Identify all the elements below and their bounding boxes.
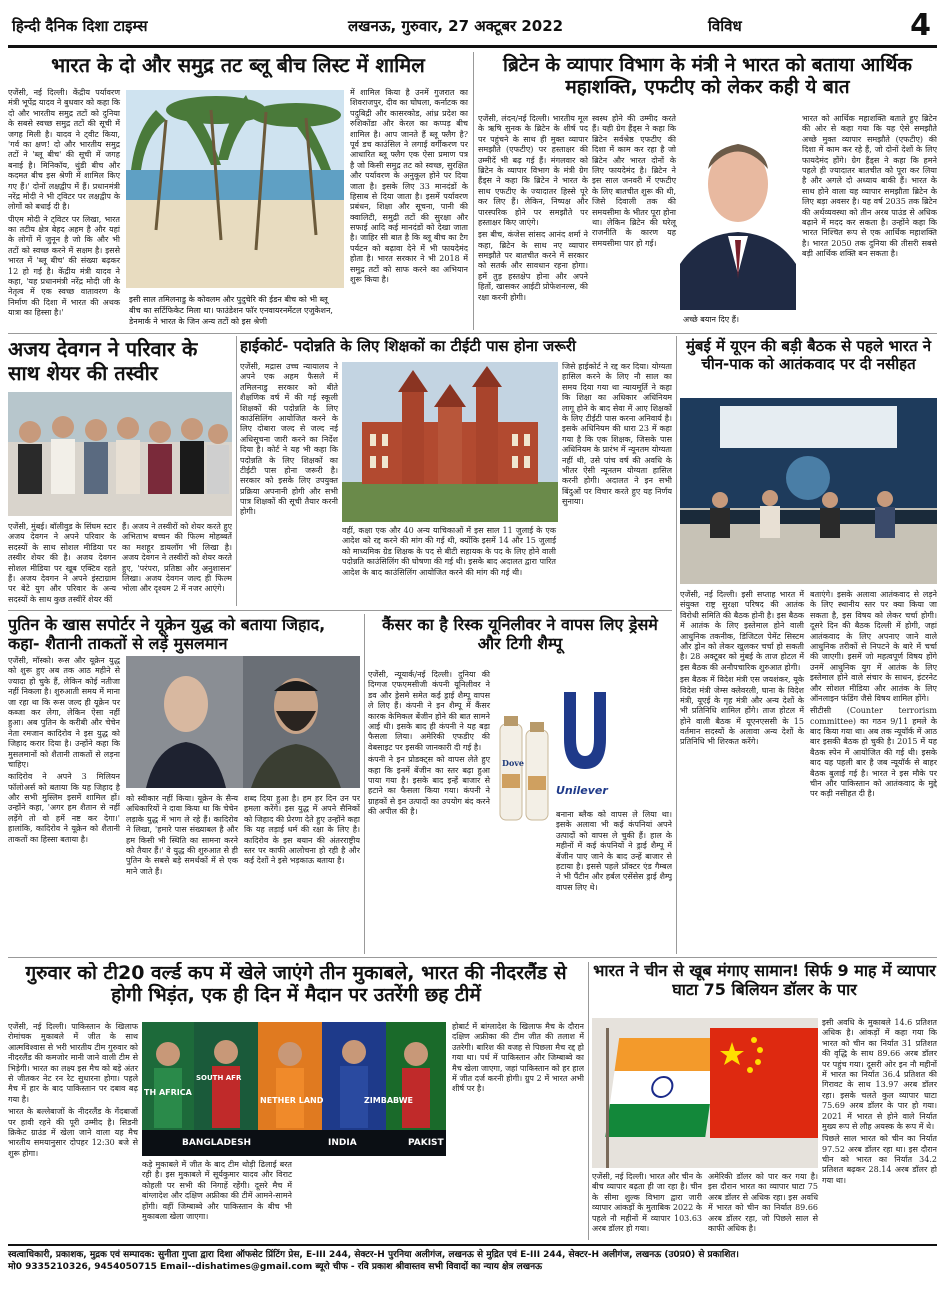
britain-caption: अच्छे बयान दिए हैं। — [683, 315, 740, 324]
paper-name: हिन्दी दैनिक दिशा टाइम्स — [12, 17, 148, 35]
t20-col2b — [298, 1160, 446, 1240]
tet-col3 — [562, 362, 672, 606]
britain-text-4: भारत को आर्थिक महाशक्ति बताते हुए ब्रिटेन की ओर से कहा गया कि यह ऐसे समझौते अच्छे मुक्त व्यापार समझौते (एफटीए) की दिशा में काम कर रहे हैं, जो दोनों देशों के लिए फायदेमंद होंगे। ग्रेग हैंड्स ने कहा कि हमने पहले ही ज्यादातर बातचीत को पूरा कर लिया है और अगले दो अध्याय बाकी हैं। भारत के साथ होने वाला यह व्यापार समझौता ब्रिटेन के लिए बड़ा अवसर है। यह वर्ष 2035 तक ब्रिटेन की अर्थव्यवस्था को तीन अरब पाउंड से अधिक बढ़ाने में मदद कर सकता है। उन्होंने कहा कि भारत निश्चित रूप से एक आर्थिक महाशक्ति है। भारत 2050 तक दुनिया की तीसरी सबसे बड़ी आर्थिक शक्ति बन सकता है। — [802, 114, 937, 259]
unilever-wordmark: Unilever — [556, 784, 608, 797]
tet-col2 — [342, 526, 556, 606]
story-putin — [8, 614, 360, 954]
team-label-netherland: NETHER LAND — [260, 1096, 324, 1105]
un-text-3: बताएंगे। इसके अलावा आतंकवाद से लड़ने के लिए स्थानीय स्तर पर क्या किया जा सकता है, इस विषय को लेकर चर्चा होगी। दूसरे दिन की बैठक दिल्ली में होगी, जहां आतंकवाद के लिए अपनाए जाने वाले आधुनिक तरीकों से निपटने के बारे में चर्चा की जाएगी। इसमें जो महत्वपूर्ण विषय होंगे उनमें आधुनिक युग में आतंक के लिए इस्तेमाल होने वाले संचार के साधन, इंटरनेट और सोशल मीडिया और आतंक के लिए ऑनलाइन फंडिंग जैसे विषय शामिल होंगे। — [810, 590, 937, 703]
story-tet — [240, 336, 672, 606]
headline-ajay: अजय देवगन ने परिवार के साथ शेयर की तस्वीर — [8, 337, 198, 385]
un-text-2: इस बैठक में विदेश मंत्री एस जयशंकर, यूके विदेश मंत्री जेम्स क्लेवरली, घाना के विदेश मंत्री, यूएई के गृह मंत्री और अन्य देशों के भी प्रतिनिधि शामिल होंगे। ताज होटल में होने वाली बैठक में यूएनएससी के 15 वर्तमान सदस्यों के अलावा अन्य देशों के प्रतिनिधि भी शिरकत करेंगे। — [680, 675, 804, 747]
putin-col3 — [244, 794, 360, 954]
china-text-4: पिछले साल भारत को चीन का निर्यात 97.52 अरब डॉलर रहा था। इस दौरान चीन को भारत का निर्यात 34.2 प्रतिशत बढ़कर 28.14 अरब डॉलर हो गया था। — [822, 1134, 937, 1185]
masthead — [8, 8, 937, 48]
headline-britain: ब्रिटेन के व्यापार विभाग के मंत्री ने भारत को बताया आर्थिक महाशक्ति, एफटीए को लेकर कही ये बात — [503, 54, 912, 99]
britain-text-2: इस बीच, कंजेस सांसद आनंद शर्मा ने कहा, ब्रिटेन के साथ नए व्यापार समझौते पर बातचीत करने में सरकार को सतर्क और सावधान रहना होगा। हमें तुड़ हस्तक्षेप होना और अपने हितों, खासकर आईटी प्रोफेशनल्स, की रक्षा करनी होगी। — [478, 230, 588, 302]
tet-text-2: वहीं, कक्षा एक और 40 अन्य याचिकाओं में इस साल 11 जुलाई के एक आदेश को रद्द करने की मांग की गई थी, क्योंकि इसमें 14 और 15 जुलाई को माध्यमिक ग्रेड शिक्षक के पद से बीटी सहायक के पद के लिए होने वाली पदोन्नति काउंसिलिंग की घोषणा की गई थी। इसके बाद अदालत द्वारा पारित आदेश के बाद काउंसिलिंग आयोजित करने की मांग की गई थी। — [342, 526, 556, 577]
ajay-col2 — [122, 522, 232, 606]
putin-col1 — [8, 656, 120, 954]
putin-text-3: को स्वीकार नहीं किया। यूक्रेन के सैन्य अधिकारियों ने दावा किया था कि चेचेन लड़ाके युद्ध में भाग ले रहे हैं। कादिरोव ने लिखा, 'हमारे पास संख्याबल है और हम किसी भी स्थिति का सामना करने को तैयार हैं।' वे युद्ध की शुरुआत से ही पुतिन के सबसे बड़े समर्थकों में से एक माने जाते हैं। — [126, 794, 238, 876]
story-beach — [8, 52, 468, 330]
china-col1 — [822, 1018, 937, 1240]
tet-text-1: एजेंसी, मद्रास उच्च न्यायालय ने अपने एक अहम फैसले में तमिलनाडु सरकार को बीते शैक्षणिक वर्ष में की गई स्कूली शिक्षकों की पदोन्नति के लिए काउंसिलिंग आयोजित करने के लिए दोबारा जल्द से जल्द नई अधिसूचना जारी करने का निर्देश दिया है। कोर्ट ने यह भी कहा कि पदोन्नति के लिए शिक्षकों का टीईटी पास होना जरूरी है। सरकार को इसके लिए उपयुक्त प्रक्रिया अपनानी होगी और सभी पात्र शिक्षकों की सूची तैयार करनी होगी। — [240, 362, 338, 517]
t20-text-4: होबार्ट में बांग्लादेश के खिलाफ मैच के दौरान दक्षिण अफ्रीका की टीम जीत की तलाश में उतरेगी। बारिश की वजह से पिछला मैच रद्द हो गया था। पर्थ में पाकिस्तान और जिम्बाब्वे का मैच खेला जाएगा, जहां पाकिस्तान को हर हाल में जीत दर्ज करनी होगी। ग्रुप 2 में भारत अभी शीर्ष पर है। — [452, 1022, 584, 1094]
unilever-text-2: कंपनी ने इन प्रोडक्ट्स को वापस लेते हुए कहा कि इनमें बेंजीन का स्तर बढ़ा हुआ पाया गया है। इसके बाद इन्हें बाजार से हटाने का फैसला किया गया। कंपनी ने ग्राहकों से इन उत्पादों का उपयोग बंद करने की अपील की है। — [368, 755, 490, 817]
team-label-bangladesh: BANGLADESH — [182, 1138, 252, 1148]
story-un — [680, 336, 937, 954]
ajay-family-photo — [8, 392, 232, 516]
un-text-1: एजेंसी, नई दिल्ली। इसी सप्ताह भारत में संयुक्त राष्ट्र सुरक्षा परिषद की आतंक विरोधी समिति की बैठक होनी है। इस बैठक में आतंक के लिए इस्तेमाल होने वाली आधुनिक तकनीक, डिजिटल पेमेंट सिस्टम और ड्रोन को लेकर खुलकर चर्चा हो सकती है। 28 अक्टूबर को मुंबई के ताज होटल में इस बैठक की अनौपचारिक शुरुआत होगी। — [680, 590, 804, 672]
headline-tet: हाईकोर्ट- पदोन्नति के लिए शिक्षकों का टीईटी पास होना जरूरी — [240, 337, 576, 355]
china-col3 — [708, 1172, 818, 1240]
putin-text-1: एजेंसी, मॉस्को। रूस और यूक्रेन युद्ध को शुरू हुए अब तक आठ महीने से ज्यादा हो चुके हैं, लेकिन कोई नतीजा नहीं निकला है। शुरुआती समय में माना जा रहा था कि रूस जल्द ही यूक्रेन पर कब्जा कर लेगा, लेकिन ऐसा नहीं हुआ। अब पुतिन के करीबी और चेचेन नेता रमजान कादिरोव ने इस युद्ध को जिहाद करार दिया है। उन्होंने कहा कि मुसलमानों को शैतानी ताकतों से लड़ना चाहिए। — [8, 656, 120, 769]
britain-col1 — [478, 114, 588, 330]
china-text-1: इसी अवधि के मुकाबले 14.6 प्रतिशत अधिक है। आंकड़ों में कहा गया कि भारत को चीन का निर्यात 31 प्रतिशत की वृद्धि के साथ 89.66 अरब डॉलर पर पहुंच गया। दूसरी ओर इन नौ महीनों में भारत का निर्यात 36.4 प्रतिशत की गिरावट के साथ 13.97 अरब डॉलर रहा। इसके चलते कुल व्यापार घाटा 75.69 अरब डॉलर के पार हो गया। 2021 में भारत से होने वाले निर्यात मुख्य रूप से लौह अयस्क के रूप में थे। — [822, 1018, 937, 1131]
story-ajay — [8, 336, 232, 606]
unilever-text-1: एजेंसी, न्यूयार्क/नई दिल्ली। दुनिया की दिग्गज एफएमसीजी कंपनी यूनिलीवर ने डव और ड्रेसमे समेत कई ड्राई शैम्पू वापस ले लिए हैं। कंपनी ने इन शैम्पू में कैंसर कारक केमिकल बेंजीन होने की बात सामने आई थी। इसके बाद ही कंपनी ने यह बड़ा फैसला लिया। अमेरिकी एफडीए की वेबसाइट पर इसकी जानकारी दी गई है। — [368, 670, 490, 752]
t20-col2 — [142, 1160, 292, 1240]
britain-col3 — [802, 114, 937, 330]
beach-col2 — [350, 88, 468, 330]
un-col2 — [810, 590, 937, 954]
imprint-line-2: मो0 9335210326, 9454050715 Email--dishatimes@gmail.com ब्यूरो चीफ - रवि प्रकाश श्रीवास्तव सभी विवादों का न्याय क्षेत्र लखनऊ — [8, 1262, 543, 1273]
unilever-text-3: बनाना ब्लैक को वापस ले लिया था। इसके अलावा भी कई कंपनियां अपने उत्पादों को वापस ले चुकी हैं। हाल के महीनों में कई कंपनियों ने ड्राई शैम्पू में बेंजीन पाए जाने के बाद उन्हें बाजार से हटाया है। इससे पहले प्रॉक्टर एंड गैम्बल ने भी पैंटीन और हर्बल एसेंसेस ड्राई शैम्पू वापस लिए थे। — [556, 810, 672, 892]
headline-china: भारत ने चीन से खूब मंगाए सामान! सिर्फ 9 माह में व्यापार घाटा 75 बिलियन डॉलर के पार — [593, 962, 936, 999]
imprint-footer — [8, 1244, 937, 1288]
unilever-col2 — [556, 810, 672, 954]
putin-kadyrov-photo — [126, 656, 360, 788]
beach-text-1: एजेंसी, नई दिल्ली। केंद्रीय पर्यावरण मंत्री भूपेंद्र यादव ने बुधवार को कहा कि दो और भारतीय समुद्र तटों को दुनिया के सबसे स्वच्छ समुद्र तटों की सूची में जगह मिली है। यादव ने ट्वीट किया, 'गर्व का क्षण! दो और भारतीय समुद्र तटों ने 'ब्लू बीच' की सूची में जगह बनाई है। मिनिकॉय, थुंडी बीच और कदमत बीच इस श्रेणी में शामिल किए गए हैं।' दोनों लक्षद्वीप में हैं। प्रधानमंत्री नरेंद्र मोदी ने भी ट्विटर पर लक्षद्वीप के लोगों को बधाई दी है। — [8, 88, 120, 212]
t20-captains-photo — [142, 1022, 446, 1156]
t20-col3 — [452, 1022, 584, 1240]
beach-text-2: पीएम मोदी ने ट्विटर पर लिखा, भारत का तटीय क्षेत्र बेहद अहम है और यहां के लोगों में जुनून है जो कि और भी तटों को स्वच्छ करने में सक्षम है। इससे भारत में 'ब्लू बीच' की संख्या बढ़कर 12 हो गई है। केंद्रीय मंत्री यादव ने कहा, 'यह प्रधानमंत्री नरेंद्र मोदी जी के नेतृत्व में एक स्वच्छ वातावरण के निर्माण की दिशा में भारत की अथक यात्रा का हिस्सा है।' — [8, 214, 120, 318]
story-unilever — [368, 614, 672, 954]
headline-t20: गुरुवार को टी20 वर्ल्ड कप में खेले जाएंगे तीन मुकाबले, भारत की नीदरलैंड से होगी भिड़ंत, एक ही दिन में मैदान पर उतरेंगी छह टीमें — [25, 962, 567, 1007]
greg-hands-photo — [680, 114, 796, 310]
section-name: विविध — [708, 17, 742, 35]
story-t20 — [8, 962, 584, 1240]
un-meeting-photo — [680, 398, 937, 584]
t20-text-2: भारत के बल्लेबाजों के नीदरलैंड के गेंदबाजों पर हावी रहने की पूरी उम्मीद है। सिडनी क्रिकेट ग्राउंड में खेला जाने वाला यह मैच भारतीय समयानुसार दोपहर 12:30 बजे से शुरू होगा। — [8, 1107, 138, 1158]
team-label-pakistan: PAKIST — [408, 1138, 444, 1148]
story-china — [592, 962, 937, 1240]
britain-text-3: स्वस्थ होने की उम्मीद करते हैं। यही ग्रेग हैंड्स ने कहा कि ब्रिटेन सर्वश्रेष्ठ एफटीए की दिशा में काम कर रहा है जो ब्रिटेन और भारत दोनों के लिए फायदेमंद है। ब्रिटेन ने इस साल जनवरी में एफटीए के लिए बातचीत शुरू की थी, जिसे दिवाली तक की समयसीमा के भीतर पूरा होना था। लेकिन ब्रिटेन की घरेलू राजनीति के कारण यह समयसीमा पार हो गई। — [592, 114, 676, 248]
beach-caption: इसी साल तमिलनाडु के कोवलम और पुदुचेरि की ईडन बीच को भी ब्लू बीच का सर्टिफिकेट मिला था। फाउंडेशन फॉर एनवायरनमेंटल एजुकेशन, डेनमार्क ने भारत के जिन अन्य तटों को इस श्रेणी — [129, 295, 333, 326]
beach-photo — [126, 90, 344, 288]
page-number: 4 — [910, 8, 931, 43]
team-label-south-africa: TH AFRICA — [144, 1088, 192, 1097]
putin-text-2: कादिरोव ने अपने 3 मिलियन फॉलोअर्स को बताया कि यह जिहाद है और सभी मुस्लिम इसमें शामिल हों। उन्होंने कहा, 'अगर हम शैतान से नहीं लड़ेंगे तो वो हमें नष्ट कर देगा।' हालांकि, कादिरोव ने यूक्रेन को शैतानी ताकतों का हिस्सा बताया है। — [8, 772, 120, 844]
britain-col2 — [592, 114, 676, 330]
beach-col1 — [8, 88, 120, 328]
ajay-text-1: एजेंसी, मुंबई। बॉलीवुड के सिंघम स्टार अजय देवगन ने अपने परिवार के सदस्यों के साथ सोशल मीडिया पर तस्वीर शेयर की है। अजय देवगन सोशल मीडिया पर खूब एक्टिव रहते हैं। अजय देवगन ने अपने इंस्टाग्राम पर बेटे युग और परिवार के अन्य सदस्यों के साथ कुछ तस्वीरें शेयर कीं — [8, 522, 116, 604]
dove-label: Dove — [502, 758, 525, 768]
tet-col1 — [240, 362, 338, 606]
china-text-3: अमेरिकी डॉलर को पार कर गया है। इस दौरान भारत का व्यापार घाटा 75 अरब डॉलर से अधिक रहा। इस अवधि में भारत को चीन का निर्यात 89.66 अरब डॉलर रहा, जो पिछले साल से काफी अधिक है। — [708, 1172, 818, 1233]
t20-text-1: एजेंसी, नई दिल्ली। पाकिस्तान के खिलाफ रोमांचक मुकाबले में जीत के साथ आत्मविश्वास से भरी भारतीय टीम गुरुवार को नीदरलैंड की कमजोर मानी जाने वाली टीम से भिड़ेगी। भारत का लक्ष्य इस मैच को बड़े अंतर से जीतकर नेट रन रेट सुधारना होगा। पहले मैच में हार के बाद पाकिस्तान पर दबाव बढ़ गया है। — [8, 1022, 138, 1104]
dateline: लखनऊ, गुरुवार, 27 अक्टूबर 2022 — [348, 17, 564, 35]
tet-text-3: जिसे हाईकोर्ट ने रद्द कर दिया। योग्यता हासिल करने के लिए नौ साल का समय दिया गया था न्यायमूर्ति ने कहा कि शिक्षा का अधिकार अधिनियम लागू होने के बाद सेवा में आए शिक्षकों के लिए टीईटी पास करना अनिवार्य है। इसके अधिनियम की धारा 23 में कहा गया है कि एक शिक्षक, जिसके पास अधिनियम के प्रारंभ में न्यूनतम योग्यता नहीं थी, उसे पांच वर्ष की अवधि के भीतर ऐसी न्यूनतम योग्यता हासिल करनी होगी। अदालत ने इन सभी बिंदुओं पर विचार करते हुए यह निर्णय सुनाया। — [562, 362, 672, 507]
headline-un: मुंबई में यूएन की बड़ी बैठक से पहले भारत ने चीन-पाक को आतंकवाद पर दी नसीहत — [685, 337, 932, 373]
ajay-col1 — [8, 522, 116, 606]
headline-putin: पुतिन के खास सपोर्टर ने यूक्रेन युद्ध को बताया जिहाद, कहा- शैतानी ताकतों से लड़ें मुसलमान — [8, 615, 326, 653]
china-col2 — [592, 1172, 702, 1240]
team-label-india: INDIA — [328, 1138, 357, 1148]
high-court-photo — [342, 362, 558, 522]
headline-unilever: कैंसर का है रिस्क यूनिलीवर ने वापस लिए ड्रेसमे और टिगी शैम्पू — [382, 615, 658, 653]
dove-shampoo-photo — [494, 714, 554, 824]
putin-col2 — [126, 794, 238, 954]
china-text-2: एजेंसी, नई दिल्ली। भारत और चीन के बीच व्यापार बढ़ता ही जा रहा है। चीन के सीमा शुल्क विभाग द्वारा जारी व्यापार आंकड़ों के मुताबिक 2022 के पहले नौ महीनों में व्यापार 103.63 अरब डॉलर हो गया। — [592, 1172, 702, 1233]
unilever-logo — [556, 684, 614, 804]
putin-text-4: शब्द दिया हुआ है। हम हर दिन उन पर हमला करेंगे। इस युद्ध में अपने सैनिकों को जिहाद की प्रेरणा देते हुए उन्होंने कहा कि यह लड़ाई धर्म की रक्षा के लिए है। कादिरोव के इस बयान की अंतरराष्ट्रीय स्तर पर काफी आलोचना हो रही है और कई देशों ने इसे भड़काऊ बताया है। — [244, 794, 360, 866]
beach-text-3: में शामिल किया है उनमें गुजरात का शिवराजपुर, दीव का घोघला, कर्नाटक का पदुबिद्री और कासरकोड, आंध्र प्रदेश का रुशिकोंडा और केरल का कप्पड़ बीच शामिल है। आप जानते हैं ब्लू फ्लैग है? पूर्व डच काउंसिल ने लगाई वर्गीकरण पर आधारित ब्लू फ्लैग एक ऐसा प्रमाण पत्र है जो किसी समुद्र तट को स्वच्छ, सुरक्षित और पर्यावरण के अनुकूल होने पर दिया जाता है। इसके लिए 33 मानदंडों के हिसाब से दिया जाता है। इसमें पर्यावरण प्रबंधन, शिक्षा और सूचना, पानी की क्वालिटी, समुद्री तटों की सुरक्षा और सफाई आदि कई मानदंडों को देखा जाता है। जाहिर सी बात है कि ब्लू बीच का टैग पर्यटन को बढ़ावा देने में भी फायदेमंद होता है। भारत सरकार ने भी 2018 में समुद्र तटों को साफ करने का अभियान शुरू किया है। — [350, 88, 468, 285]
imprint-line-1: स्वत्वाधिकारी, प्रकाशक, मुद्रक एवं सम्पादक: सुनीता गुप्ता द्वारा दिशा ऑफसेट प्रिंटिंग प्रेस, E-III 244, सेक्टर-H पुरनिया अलीगंज, लखनऊ से मुद्रित एवं E-III 244, सेक्टर-H अलीगंज, लखनऊ (उ0प्र0) से प्रकाशित। — [8, 1250, 739, 1260]
india-china-flags-photo — [592, 1018, 818, 1168]
headline-beach: भारत के दो और समुद्र तट ब्लू बीच लिस्ट में शामिल — [51, 53, 425, 77]
team-label-south-africa-2: SOUTH AFR — [196, 1074, 242, 1082]
unilever-col1 — [368, 670, 490, 954]
ajay-text-2: हैं। अजय ने तस्वीरों को शेयर करते हुए अभिताभ बच्चन की फिल्म मोहब्बतें का मशहूर डायलॉग भी लिखा है। अजय देवगन ने तस्वीरों को शेयर करते हुए, 'परंपरा, प्रतिष्ठा और अनुशासन' लिखा। अजय देवगन जल्द ही फिल्म भोला और दृश्यम 2 में नजर आएंगे। — [122, 522, 232, 594]
un-text-4: सीटीसी (Counter terrorism committee) का गठन 9/11 हमले के बाद किया गया था। अब तक न्यूयॉर्क में आठ बार इसकी बैठक हो चुकी है। 2015 में यह बैठक स्पेन में आयोजित की गई थी। इसके बाद यह पहली बार है जब न्यूयॉर्क से बाहर बैठक बुलाई गई है। भारत ने इस मौके पर चीन और पाकिस्तान को आतंकवाद के मुद्दे पर कड़ी नसीहत दी है। — [810, 706, 937, 799]
t20-col1 — [8, 1022, 138, 1240]
team-label-zimbabwe: ZIMBABWE — [364, 1096, 413, 1105]
story-britain — [478, 52, 937, 330]
un-col1 — [680, 590, 804, 954]
britain-text-1: एजेंसी, लंदन/नई दिल्ली। भारतीय मूल के ऋषि सुनक के ब्रिटेन के शीर्ष पद पर पहुंचने के साथ ही मुक्त व्यापार समझौते (एफटीए) पर हस्ताक्षर की उम्मीदें भी बढ़ गई हैं। मंगलवार को ब्रिटेन के व्यापार विभाग के मंत्री ग्रेग हैंड्स ने कहा कि ब्रिटेन ने भारत के साथ एफटीए के ज्यादातर हिस्से पूरे कर लिए हैं। लेकिन, निष्पक्ष और पारस्परिक होने पर समझौते पर हस्ताक्षर किए जाएंगे। — [478, 114, 588, 227]
t20-text-3: कड़े मुकाबले में जीत के बाद टीम थोड़ी ढिलाई बरत रही है। इस मुकाबले में सूर्यकुमार यादव और विराट कोहली पर सभी की निगाहें रहेंगी। दूसरे मैच में बांग्लादेश और दक्षिण अफ्रीका की टीमें आमने-सामने होंगी। वहीं जिम्बाब्वे और पाकिस्तान के बीच भी मुकाबला खेला जाएगा। — [142, 1160, 292, 1221]
